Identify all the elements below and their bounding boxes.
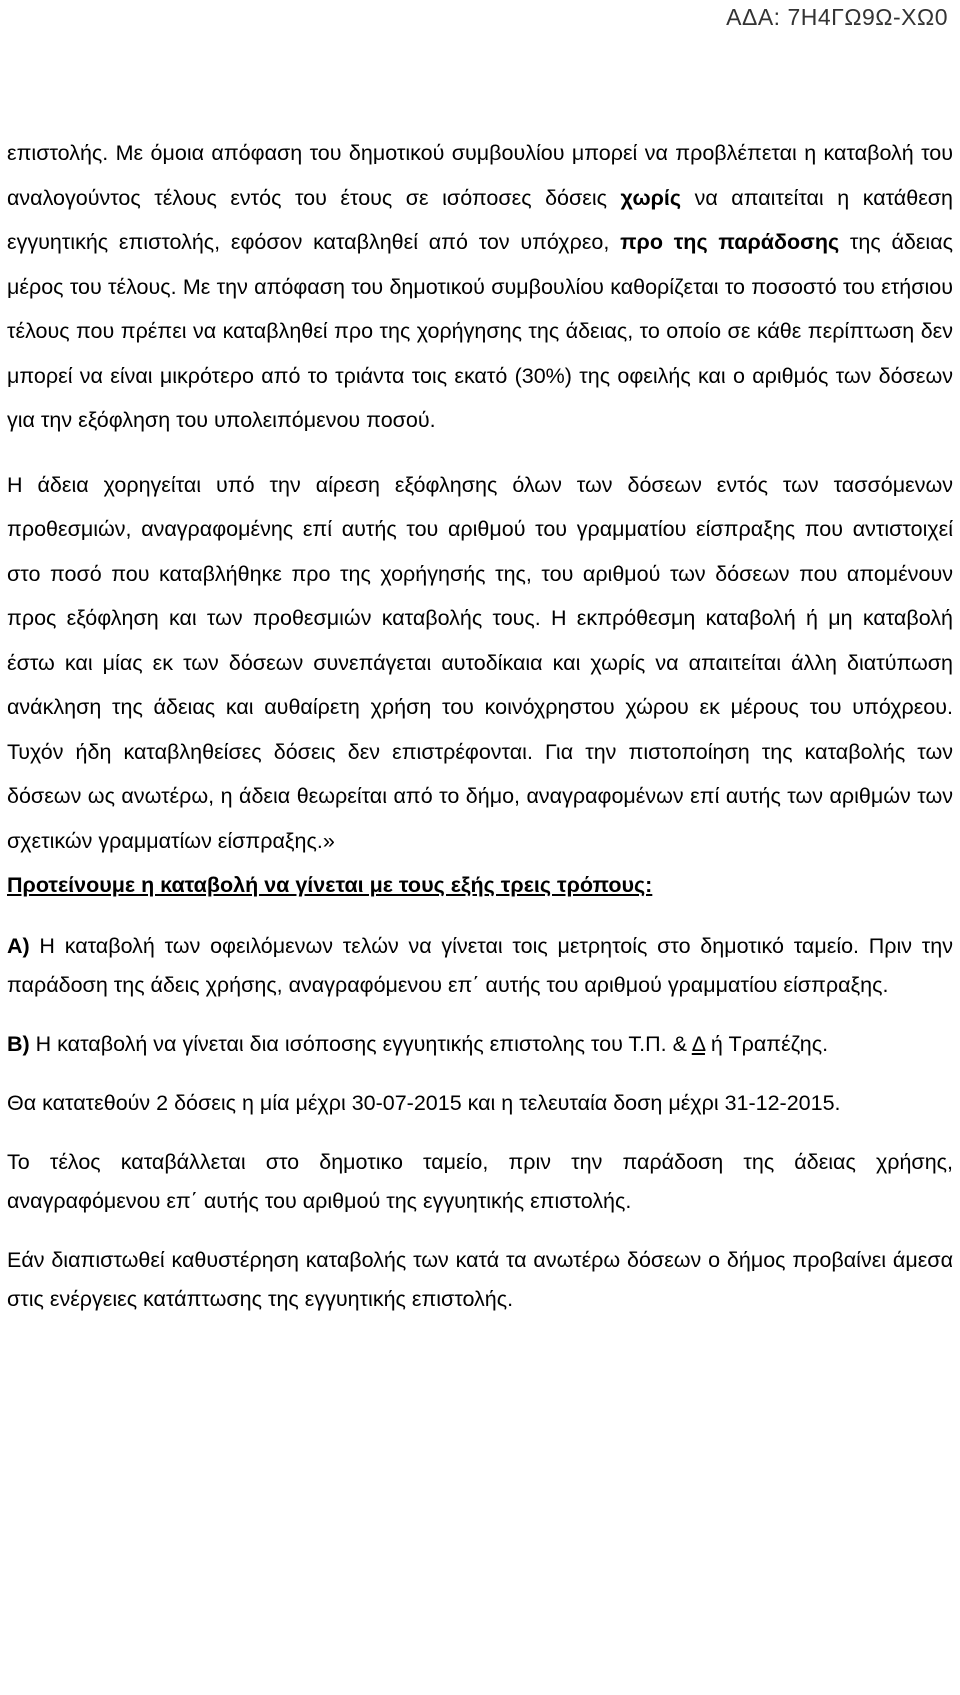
ada-code: ΑΔΑ: 7Η4ΓΩ9Ω-ΧΩ0 (726, 4, 948, 30)
option-b (7, 1025, 953, 1064)
option-a (7, 927, 953, 1005)
option-b-delta: Δ (691, 1032, 705, 1056)
document-body (7, 131, 953, 1319)
paragraph-fee-payment: Το τέλος καταβάλλεται στο δημοτικο ταμείο, πριν την παράδοση της άδειας χρήσης, αναγραφόμενου επ΄ αυτής του αριθμού της εγγυητικής επιστολής. (7, 1150, 953, 1213)
paragraph-text: επιστολής. Με όμοια απόφαση του δημοτικού συμβουλίου μπορεί να προβλέπεται η καταβολή του αναλογούντος τέλους εντός του έτους σε ισόποσες δόσεις (7, 141, 953, 210)
option-a-text: Η καταβολή των οφειλόμενων τελών να γίνεται τοις μετρητοίς στο δημοτικό ταμείο. Πριν την παράδοση της άδεις χρήσης, αναγραφόμενου επ΄ αυτής του αριθμού γραμματίου είσπραξης. (7, 934, 953, 997)
option-b-text: Η καταβολή να γίνεται δια ισόποσης εγγυητικής επιστολης του Τ.Π. & (29, 1032, 692, 1056)
paragraph-permit-condition: Η άδεια χορηγείται υπό την αίρεση εξόφλησης όλων των δόσεων εντός των τασσόμενων προθεσμιών, αναγραφομένης επί αυτής του αριθμού του γραμματίου είσπραξης που αντιστοιχεί στο ποσό που καταβλήθηκε προ της χορήγησής της, του αριθμού των δόσεων που απομένουν προς εξόφληση και των προθεσμιών καταβολής τους. Η εκπρόθεσμη καταβολή ή μη καταβολή έστω και μίας εκ των δόσεων συνεπάγεται αυτοδίκαια και χωρίς να απαιτείται άλλη διατύπωση ανάκληση της άδειας και αυθαίρετη χρήση του κοινόχρηστου χώρου εκ μέρους του υπόχρεου. Τυχόν ήδη καταβληθείσες δόσεις δεν επιστρέφονται. Για την πιστοποίηση της καταβολής των δόσεων ως ανωτέρω, η άδεια θεωρείται από το δήμο, αναγραφομένων επί αυτής των αριθμών των σχετικών γραμματίων είσπραξης.» (7, 472, 953, 853)
option-b-text-end: ή Τραπέζης. (704, 1032, 829, 1056)
option-a-label: Α) (7, 934, 30, 958)
option-b-label: Β) (7, 1032, 30, 1056)
paragraph-text: να απαιτείται η κατάθεση εγγυητικής επιστολής, εφόσον καταβληθεί από τον υπόχρεο, (7, 185, 954, 254)
section-heading: Προτείνουμε η καταβολή να γίνεται με τους εξής τρεις τρόπους: (7, 873, 653, 897)
bold-before-delivery: προ της παράδοσης (620, 230, 840, 254)
paragraph-delay: Εάν διαπιστωθεί καθυστέρηση καταβολής των κατά τα ανωτέρω δόσεων ο δήμος προβαίνει άμεσα στις ενέργειες κατάπτωσης της εγγυητικής επιστολής. (7, 1248, 953, 1311)
bold-without: χωρίς (620, 185, 682, 210)
paragraph-text: της άδειας μέρος του τέλους. Με την απόφαση του δημοτικού συμβουλίου καθορίζεται το ποσοστό του ετήσιου τέλους που πρέπει να καταβληθεί προ της χορήγησης της άδειας, το οποίο σε κάθε περίπτωση δεν μπορεί να είναι μικρότερο από το τριάντα τοις εκατό (30%) της οφειλής και ο αριθμός των δόσεων για την εξόφληση του υπολειπόμενου ποσού. (7, 230, 953, 432)
paragraph-deposit-dates: Θα κατατεθούν 2 δόσεις η μία μέχρι 30-07-2015 και η τελευταία δοση μέχρι 31-12-2015. (7, 1091, 841, 1115)
paragraph-installments (7, 131, 953, 443)
